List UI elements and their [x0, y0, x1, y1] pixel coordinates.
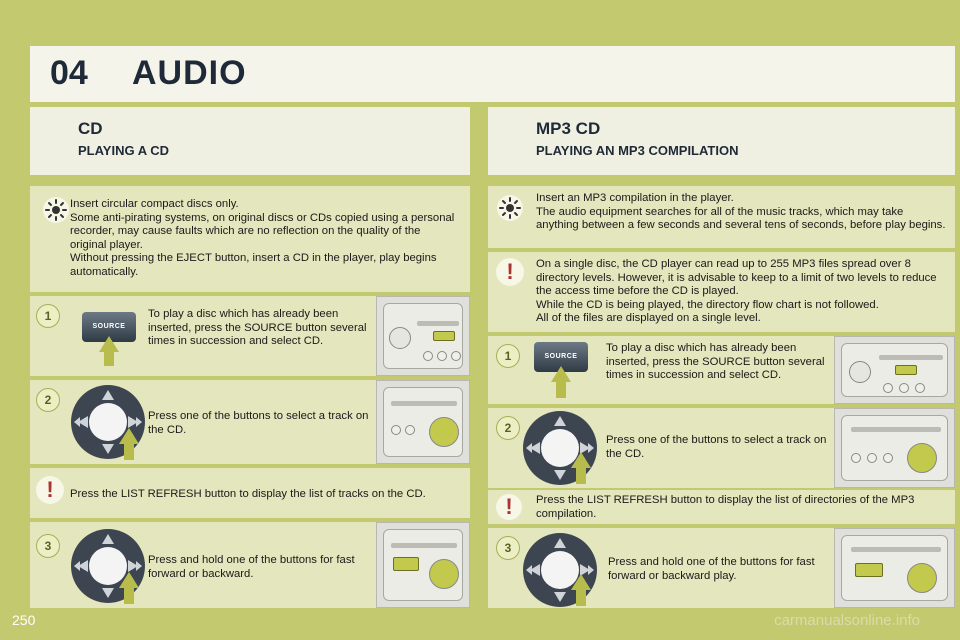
left-warning-text: Press the LIST REFRESH button to display the list of tracks on the CD. [70, 488, 426, 500]
arrow-up-icon [576, 588, 586, 606]
cd-slot [417, 321, 459, 326]
dpad-highlight [429, 559, 459, 589]
arrow-up-icon [119, 572, 139, 588]
arrow-up-icon [571, 574, 591, 590]
left-warning-box [30, 468, 470, 518]
radio-mini-button [883, 383, 893, 393]
left-step2-number: 2 [36, 388, 60, 412]
arrow-up-icon [576, 466, 586, 484]
dpad-icon [70, 528, 146, 604]
left-step1-number: 1 [36, 304, 60, 328]
right-warning2-text: Press the LIST REFRESH button to display the list of directories of the MP3 compilation. [536, 494, 915, 520]
left-info-box [30, 186, 470, 292]
left-info-text: Insert circular compact discs only. Some anti-pirating systems, on original discs or CDs copied using a personal recorder, may cause faults which are no reflection on the quality of the original player. Without pressing the EJECT button, insert a CD in the player, play begins automatically. [70, 198, 455, 278]
radio-mini-button [451, 351, 461, 361]
page-number: 250 [12, 612, 36, 628]
right-step1-number: 1 [496, 344, 520, 368]
dpad-icon [522, 410, 598, 486]
right-warning2-box [488, 490, 955, 524]
radio-knob [389, 327, 411, 349]
cd-slot [879, 355, 943, 360]
right-step1-box [488, 336, 955, 404]
warning-icon: ! [496, 494, 522, 520]
cd-slot [851, 547, 941, 552]
chapter-number: 04 [50, 54, 88, 92]
right-section-header [488, 107, 955, 175]
source-button: SOURCE [82, 312, 136, 342]
left-section-subtitle: PLAYING A CD [78, 143, 170, 158]
radio-mini-button [405, 425, 415, 435]
right-step2-box [488, 408, 955, 488]
cd-slot [851, 427, 941, 432]
list-refresh-highlight [393, 557, 419, 571]
right-step2-number: 2 [496, 416, 520, 440]
radio-panel-illustration [376, 522, 470, 608]
left-step3-number: 3 [36, 534, 60, 558]
arrow-up-icon [556, 380, 566, 398]
left-step2-text: Press one of the buttons to select a track on the CD. [148, 410, 369, 436]
right-step2-text: Press one of the buttons to select a track on the CD. [606, 434, 827, 460]
right-warning1-box [488, 252, 955, 332]
watermark: carmanualsonline.info [774, 612, 920, 629]
dpad-highlight [907, 443, 937, 473]
source-key-highlight [433, 331, 455, 341]
left-step3-text: Press and hold one of the buttons for fast forward or backward. [148, 554, 355, 580]
radio-mini-button [867, 453, 877, 463]
right-step3-box [488, 528, 955, 608]
right-section-title: MP3 CD [536, 119, 601, 138]
source-button: SOURCE [534, 342, 588, 372]
radio-panel-illustration [376, 296, 470, 376]
radio-mini-button [883, 453, 893, 463]
radio-mini-button [423, 351, 433, 361]
warning-icon: ! [496, 258, 524, 286]
left-section-title: CD [78, 119, 103, 138]
chapter-title: AUDIO [132, 54, 247, 92]
source-key-highlight [895, 365, 917, 375]
warning-icon: ! [36, 476, 64, 504]
dpad-highlight [907, 563, 937, 593]
arrow-up-icon [124, 442, 134, 460]
radio-mini-button [391, 425, 401, 435]
sun-icon [42, 196, 70, 224]
radio-panel-illustration [834, 408, 955, 488]
radio-panel-illustration [376, 380, 470, 464]
radio-panel-illustration [834, 336, 955, 404]
right-step1-text: To play a disc which has already been inserted, press the SOURCE button several times in succession and select CD. [606, 342, 825, 381]
radio-mini-button [899, 383, 909, 393]
left-step2-box [30, 380, 470, 464]
right-section-subtitle: PLAYING AN MP3 COMPILATION [536, 143, 739, 158]
arrow-up-icon [551, 366, 571, 382]
cd-slot [391, 401, 457, 406]
left-step1-text: To play a disc which has already been inserted, press the SOURCE button several times in succession and select CD. [148, 308, 367, 347]
radio-panel-illustration [834, 528, 955, 608]
radio-mini-button [915, 383, 925, 393]
sun-icon [496, 194, 524, 222]
left-step1-box [30, 296, 470, 376]
dpad-icon [522, 532, 598, 608]
right-step3-number: 3 [496, 536, 520, 560]
arrow-up-icon [571, 452, 591, 468]
radio-mini-button [437, 351, 447, 361]
right-info-box [488, 186, 955, 248]
left-step3-box [30, 522, 470, 608]
cd-slot [391, 543, 457, 548]
right-step3-text: Press and hold one of the buttons for fast forward or backward play. [608, 556, 815, 582]
list-refresh-highlight [855, 563, 883, 577]
radio-mini-button [851, 453, 861, 463]
arrow-up-icon [119, 428, 139, 444]
arrow-up-icon [124, 586, 134, 604]
radio-knob [849, 361, 871, 383]
arrow-up-icon [99, 336, 119, 352]
left-section-header [30, 107, 470, 175]
dpad-highlight [429, 417, 459, 447]
right-warning1-text: On a single disc, the CD player can read up to 255 MP3 files spread over 8 directory levels. However, it is advisable to keep to a limit of two levels to reduce the access time before the CD is played. While the CD is being played, the directory flow chart is not followed. All of the files are displayed on a single level. [536, 258, 937, 324]
right-info-text: Insert an MP3 compilation in the player. The audio equipment searches for all of the music tracks, which may take anything between a few seconds and several tens of seconds, before play begins. [536, 192, 946, 231]
dpad-icon [70, 384, 146, 460]
